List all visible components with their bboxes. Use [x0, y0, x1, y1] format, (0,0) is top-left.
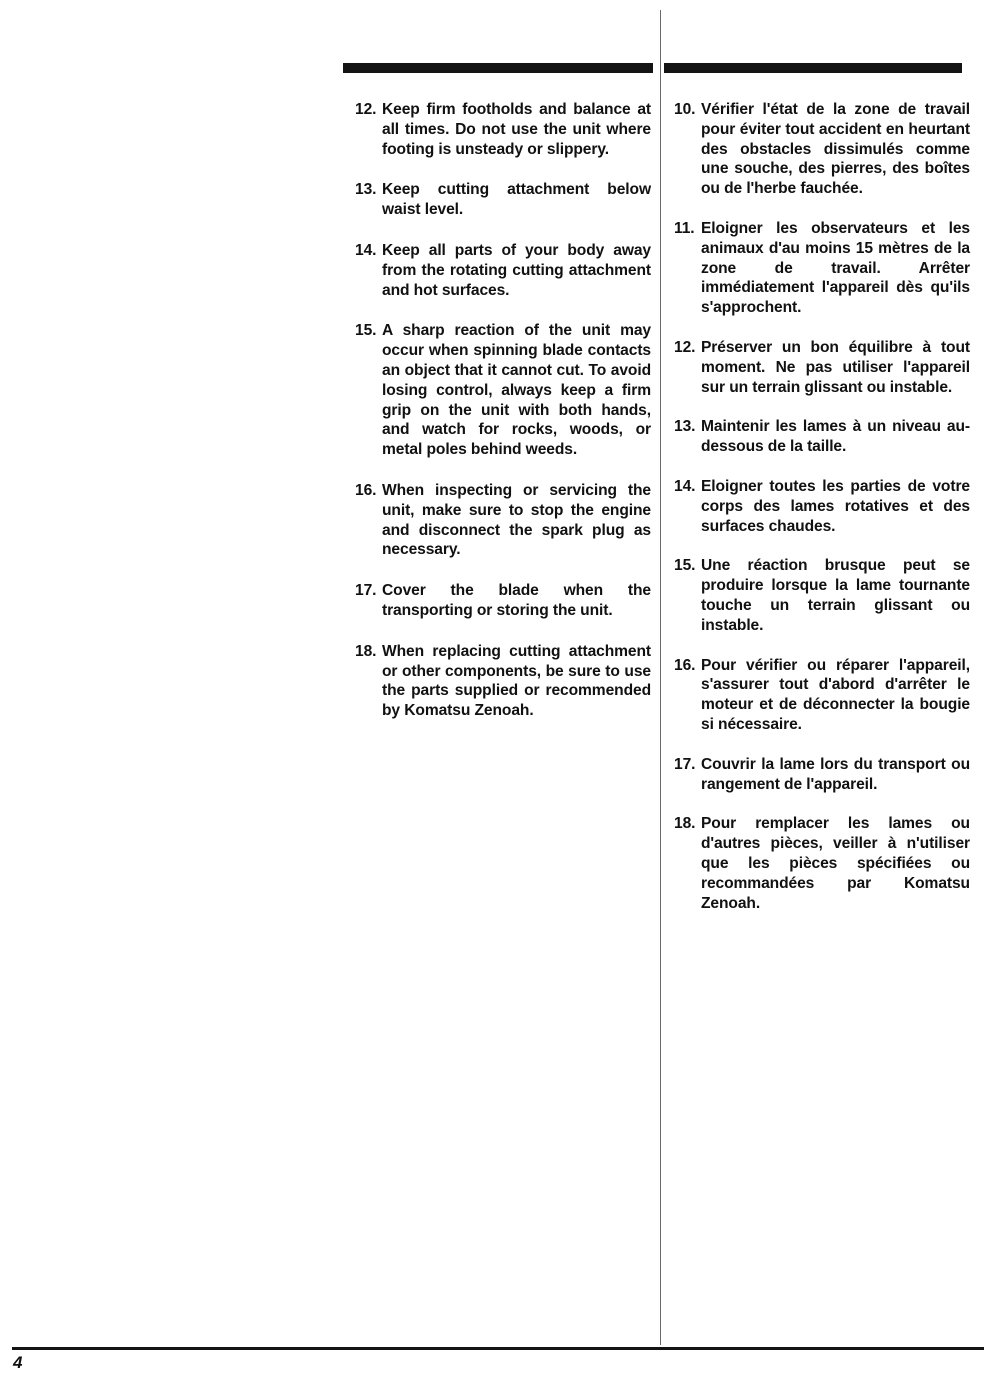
header-bar-left	[343, 63, 653, 73]
item-number: 12.	[674, 338, 696, 356]
french-item-18	[674, 814, 970, 913]
item-number: 14.	[355, 241, 377, 259]
item-number: 15.	[674, 557, 696, 575]
english-column	[355, 100, 651, 742]
french-item-13	[674, 417, 970, 457]
english-item-14	[355, 241, 651, 300]
french-item-15	[674, 556, 970, 635]
item-text: Eloigner les observateurs et les animaux d'au moins 15 mètres de la zone de travail. Arrêter immédiatement l'appareil dès qu'ils s'approchent.	[701, 219, 970, 317]
item-text: Pour remplacer les lames ou d'autres pièces, veiller à n'utiliser que les pièces spécifiées ou recommandées par Komatsu Zenoah.	[701, 815, 970, 912]
item-text: Keep firm footholds and balance at all times. Do not use the unit where footing is unsteady or slippery.	[382, 101, 651, 158]
item-text: Keep cutting attachment below waist level.	[382, 181, 651, 219]
page-number: 4	[13, 1353, 23, 1372]
item-number: 18.	[674, 815, 696, 833]
french-item-12	[674, 338, 970, 397]
item-text: Pour vérifier ou réparer l'appareil, s'assurer tout d'abord d'arrêter le moteur et de déconnecter la bougie si nécessaire.	[701, 656, 970, 733]
item-text: Couvrir la lame lors du transport ou rangement de l'appareil.	[701, 755, 970, 793]
french-item-17	[674, 755, 970, 795]
item-text: Vérifier l'état de la zone de travail pour éviter tout accident en heurtant des obstacles dissimulés comme une souche, des pierres, des boîtes ou de l'herbe fauchée.	[701, 101, 970, 198]
item-text: Une réaction brusque peut se produire lorsque la lame tournante touche un terrain glissant ou instable.	[701, 557, 970, 634]
item-number: 13.	[674, 418, 696, 436]
english-item-15	[355, 321, 651, 460]
item-text: Cover the blade when the transporting or storing the unit.	[382, 582, 651, 619]
french-item-14	[674, 477, 970, 536]
item-number: 14.	[674, 477, 696, 495]
french-item-16	[674, 656, 970, 735]
item-text: Maintenir les lames à un niveau au-dessous de la taille.	[701, 418, 970, 456]
item-number: 18.	[355, 642, 377, 660]
item-text: Préserver un bon équilibre à tout moment. Ne pas utiliser l'appareil sur un terrain glissant ou instable.	[701, 338, 970, 396]
item-number: 13.	[355, 181, 377, 199]
item-number: 10.	[674, 101, 696, 118]
english-item-17	[355, 581, 651, 621]
item-number: 11.	[674, 219, 695, 237]
item-text: Eloigner toutes les parties de votre corps des lames rotatives et des surfaces chaudes.	[701, 477, 970, 535]
item-text: When inspecting or servicing the unit, make sure to stop the engine and disconnect the spark plug as necessary.	[382, 481, 651, 559]
english-item-18	[355, 642, 651, 721]
french-item-11	[674, 219, 970, 318]
item-number: 15.	[355, 322, 377, 340]
item-number: 12.	[355, 101, 377, 118]
item-number: 17.	[674, 755, 696, 773]
item-text: A sharp reaction of the unit may occur when spinning blade contacts an object that it cannot cut. To avoid losing control, always keep a firm grip on the unit with both hands, and watch for rocks, woods, or metal poles behind weeds.	[382, 322, 651, 459]
column-divider	[660, 10, 661, 1345]
english-item-16	[355, 481, 651, 560]
item-number: 16.	[674, 656, 696, 674]
french-column	[674, 100, 970, 933]
footer-rule	[12, 1347, 984, 1350]
item-text: Keep all parts of your body away from the rotating cutting attachment and hot surfaces.	[382, 241, 651, 299]
english-item-13	[355, 180, 651, 220]
item-number: 16.	[355, 481, 377, 499]
english-item-12	[355, 100, 651, 159]
item-text: When replacing cutting attachment or other components, be sure to use the parts supplied or recommended by Komatsu Zenoah.	[382, 642, 651, 720]
french-item-10	[674, 100, 970, 199]
header-bar-right	[664, 63, 962, 73]
item-number: 17.	[355, 582, 377, 600]
